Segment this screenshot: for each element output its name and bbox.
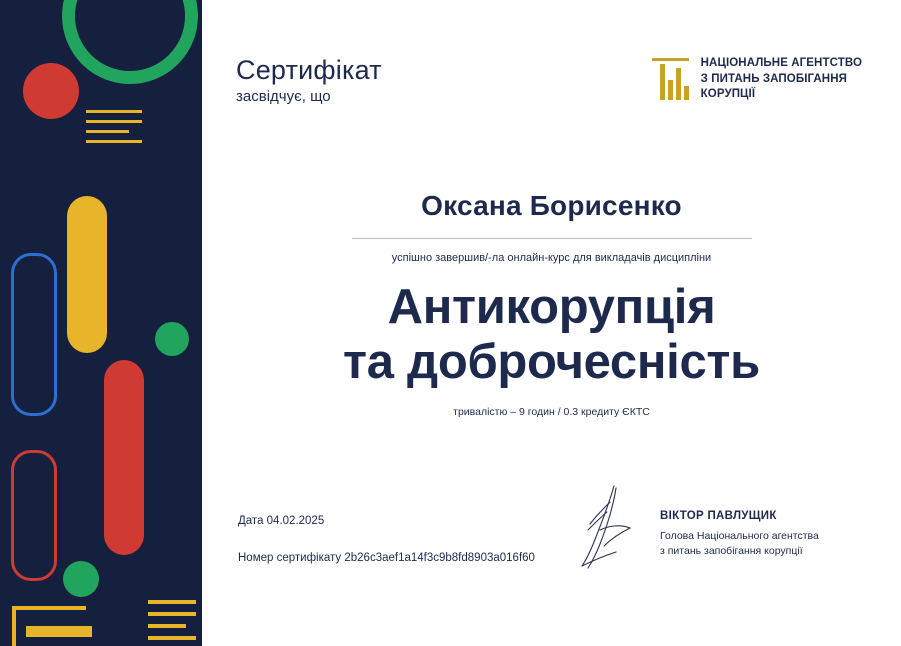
green-circle-small-shape [155, 322, 189, 356]
certificate-header [236, 56, 876, 105]
signer-role-line-1: Голова Національного агентства [660, 530, 819, 542]
red-pill-shape [104, 360, 144, 555]
achievement-text: успішно завершив/-ла онлайн-курс для викладачів дисципліни [391, 252, 712, 264]
blue-outline-pill-shape [11, 253, 57, 416]
green-circle-lower-shape [63, 561, 99, 597]
certificate-footer [202, 500, 901, 610]
yellow-pill-shape [67, 196, 107, 353]
signer-role-line-2: з питань запобігання корупції [660, 545, 803, 558]
yellow-bar-shape [26, 626, 92, 637]
course-duration: тривалістю – 9 годин / 0.3 кредиту ЄКТС [453, 405, 650, 418]
yellow-lines-bottom-shape [148, 600, 196, 646]
course-title-line-2: та доброчесність [343, 334, 760, 389]
signer-info [660, 510, 819, 559]
certificate-heading-group [236, 56, 382, 105]
certifies-text: засвідчує, що [236, 88, 331, 106]
recipient-name: Оксана Борисенко [421, 190, 682, 221]
signer-name: ВІКТОР ПАВЛУЩИК [660, 510, 777, 522]
nazk-logo-icon [652, 58, 692, 100]
course-title [202, 280, 901, 390]
certificate-meta [238, 515, 535, 566]
agency-name [701, 56, 862, 103]
red-outline-pill-shape [11, 450, 57, 581]
divider-rule [352, 238, 752, 239]
agency-name-line-1: НАЦІОНАЛЬНЕ АГЕНТСТВО [700, 57, 862, 69]
course-title-line-1: Антикорупція [387, 280, 716, 334]
award-block [202, 190, 901, 418]
green-ring-shape [62, 0, 198, 84]
decorative-side-panel [0, 0, 202, 646]
agency-logo-block [652, 56, 862, 103]
signer-role [660, 529, 819, 559]
certificate-number: Номер сертифікату 2b26c3aef1a14f3c9b8fd8903a016f60 [238, 551, 535, 564]
issue-date: Дата 04.02.2025 [238, 515, 325, 527]
agency-name-line-3: КОРУПЦІЇ [700, 88, 756, 101]
yellow-lines-top-shape [86, 110, 142, 154]
certificate-word: Сертифікат [236, 55, 382, 85]
red-circle-shape [23, 63, 79, 119]
certificate-content [202, 0, 901, 646]
handwritten-signature-icon [570, 482, 648, 574]
signature-block [570, 482, 819, 574]
agency-name-line-2: З ПИТАНЬ ЗАПОБІГАННЯ [700, 72, 847, 85]
